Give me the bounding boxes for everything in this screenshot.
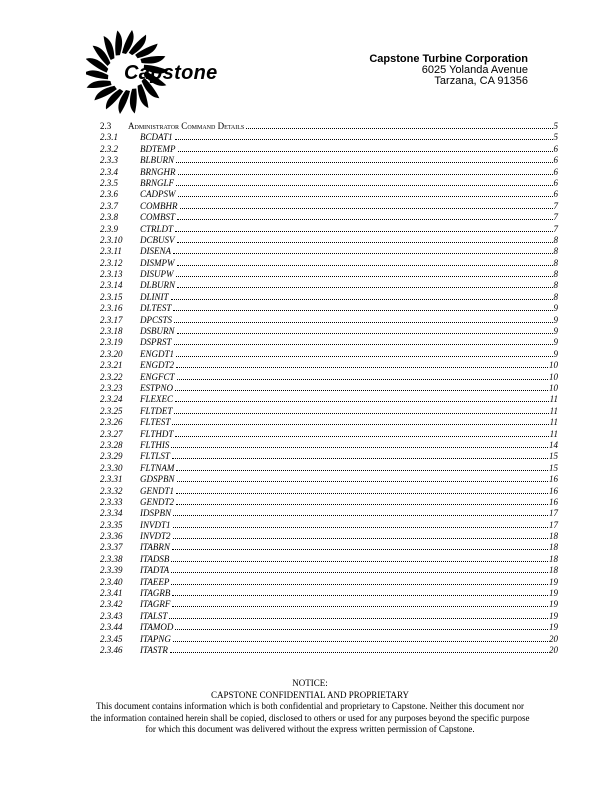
toc-entry-number: 2.3.28 bbox=[100, 439, 123, 450]
toc-entry-page: 20 bbox=[549, 644, 558, 655]
toc-leader bbox=[171, 447, 548, 448]
toc-entry-number: 2.3.12 bbox=[100, 257, 123, 268]
toc-entry-row[interactable] bbox=[88, 645, 558, 656]
toc-leader bbox=[175, 390, 548, 391]
toc-leader bbox=[176, 356, 552, 357]
toc-entry-page: 19 bbox=[549, 588, 558, 599]
toc-entry-number: 2.3.21 bbox=[100, 360, 123, 371]
toc-entry-row[interactable] bbox=[88, 372, 558, 383]
toc-entry-page: 19 bbox=[549, 622, 558, 633]
toc-entry-page: 9 bbox=[553, 348, 558, 359]
toc-entry-row[interactable] bbox=[88, 212, 558, 223]
toc-section-number: 2.3 bbox=[100, 121, 112, 131]
toc-entry-row[interactable] bbox=[88, 508, 558, 519]
toc-entry-page: 18 bbox=[549, 542, 558, 553]
toc-entry-row[interactable] bbox=[88, 474, 558, 485]
toc-entry-page: 11 bbox=[549, 428, 558, 439]
toc-entry-page: 7 bbox=[553, 223, 558, 234]
toc-leader bbox=[173, 515, 548, 516]
toc-entry-row[interactable] bbox=[88, 155, 558, 166]
toc-entry-row[interactable] bbox=[88, 486, 558, 497]
toc-entry-page: 10 bbox=[549, 371, 558, 382]
toc-entry-number: 2.3.9 bbox=[100, 223, 118, 234]
toc-entry-row[interactable] bbox=[88, 280, 558, 291]
toc-entry-number: 2.3.4 bbox=[100, 166, 118, 177]
toc-entry-page: 9 bbox=[553, 326, 558, 337]
toc-entry-number: 2.3.33 bbox=[100, 496, 123, 507]
toc-entry-title: ITADSB bbox=[140, 553, 170, 564]
toc-leader bbox=[175, 231, 552, 232]
toc-entry-row[interactable] bbox=[88, 383, 558, 394]
toc-entry-number: 2.3.26 bbox=[100, 417, 123, 428]
toc-entry-row[interactable] bbox=[88, 531, 558, 542]
toc-entry-row[interactable] bbox=[88, 554, 558, 565]
toc-entry-number: 2.3.22 bbox=[100, 371, 123, 382]
toc-entry-row[interactable] bbox=[88, 417, 558, 428]
toc-entry-row[interactable] bbox=[88, 258, 558, 269]
toc-leader bbox=[173, 527, 548, 528]
toc-entry-number: 2.3.3 bbox=[100, 155, 118, 166]
toc-entry-title: ITABRN bbox=[140, 542, 170, 553]
toc-entry-number: 2.3.35 bbox=[100, 519, 123, 530]
toc-leader bbox=[174, 413, 548, 414]
toc-leader bbox=[178, 174, 553, 175]
toc-entry-title: FLEXEC bbox=[140, 394, 173, 405]
toc-leader bbox=[176, 470, 548, 471]
toc-leader bbox=[172, 595, 548, 596]
toc-entry-number: 2.3.46 bbox=[100, 644, 123, 655]
toc-entry-number: 2.3.16 bbox=[100, 303, 123, 314]
toc-entry-page: 6 bbox=[553, 155, 558, 166]
notice-subheading: CAPSTONE CONFIDENTIAL AND PROPRIETARY bbox=[210, 689, 410, 700]
toc-entry-title: DSBURN bbox=[140, 326, 175, 337]
toc-entry-row[interactable] bbox=[88, 315, 558, 326]
toc-entry-number: 2.3.17 bbox=[100, 314, 123, 325]
toc-entry-page: 8 bbox=[553, 257, 558, 268]
toc-entry-row[interactable] bbox=[88, 497, 558, 508]
toc-entry-row[interactable] bbox=[88, 440, 558, 451]
table-of-contents bbox=[88, 121, 558, 656]
toc-entry-title: ENGDT1 bbox=[140, 348, 175, 359]
toc-entry-page: 17 bbox=[549, 519, 558, 530]
toc-entry-page: 8 bbox=[553, 234, 558, 245]
toc-leader bbox=[177, 242, 553, 243]
toc-entry-number: 2.3.23 bbox=[100, 382, 123, 393]
toc-entry-page: 5 bbox=[553, 132, 558, 143]
toc-entry-title: DLBURN bbox=[140, 280, 176, 291]
toc-entry-page: 20 bbox=[549, 633, 558, 644]
toc-entry-title: ITAGRB bbox=[140, 588, 171, 599]
toc-entry-page: 9 bbox=[553, 314, 558, 325]
toc-section-page: 5 bbox=[553, 121, 558, 131]
toc-entry-number: 2.3.43 bbox=[100, 610, 123, 621]
toc-entry-title: FLTDET bbox=[140, 405, 173, 416]
toc-entry-row[interactable] bbox=[88, 463, 558, 474]
toc-entry-page: 8 bbox=[553, 269, 558, 280]
toc-entry-page: 10 bbox=[549, 360, 558, 371]
toc-entry-title: COMBHR bbox=[140, 200, 178, 211]
toc-entry-number: 2.3.39 bbox=[100, 565, 123, 576]
toc-entry-number: 2.3.42 bbox=[100, 599, 123, 610]
address-line-1: 6025 Yolanda Avenue bbox=[421, 64, 528, 76]
address-line-2: Tarzana, CA 91356 bbox=[434, 75, 528, 87]
toc-entry-page: 16 bbox=[549, 474, 558, 485]
toc-entry-number: 2.3.29 bbox=[100, 451, 123, 462]
toc-leader bbox=[178, 196, 553, 197]
toc-entry-number: 2.3.34 bbox=[100, 508, 123, 519]
toc-leader bbox=[176, 162, 552, 163]
toc-leader bbox=[176, 367, 548, 368]
toc-entries bbox=[88, 132, 558, 656]
toc-entry-number: 2.3.13 bbox=[100, 269, 123, 280]
logo-text: Capstone bbox=[124, 62, 218, 84]
toc-entry-page: 8 bbox=[553, 280, 558, 291]
toc-entry-page: 11 bbox=[549, 394, 558, 405]
toc-entry-title: FLTLST bbox=[140, 451, 170, 462]
toc-entry-row[interactable] bbox=[88, 235, 558, 246]
toc-entry-number: 2.3.11 bbox=[100, 246, 122, 257]
toc-entry-number: 2.3.38 bbox=[100, 553, 123, 564]
toc-entry-row[interactable] bbox=[88, 394, 558, 405]
toc-entry-number: 2.3.14 bbox=[100, 280, 123, 291]
toc-entry-page: 16 bbox=[549, 496, 558, 507]
toc-entry-title: BRNGHR bbox=[140, 166, 176, 177]
toc-entry-number: 2.3.1 bbox=[100, 132, 118, 143]
toc-entry-title: BLBURN bbox=[140, 155, 175, 166]
toc-entry-page: 15 bbox=[549, 451, 558, 462]
toc-leader bbox=[180, 208, 553, 209]
toc-entry-title: DISENA bbox=[140, 246, 171, 257]
toc-leader bbox=[173, 641, 548, 642]
confidentiality-notice bbox=[90, 678, 530, 736]
toc-entry-title: GENDT2 bbox=[140, 496, 175, 507]
toc-entry-number: 2.3.40 bbox=[100, 576, 123, 587]
toc-leader bbox=[174, 344, 553, 345]
toc-entry-row[interactable] bbox=[88, 406, 558, 417]
toc-entry-page: 14 bbox=[549, 439, 558, 450]
toc-entry-title: ITAEEP bbox=[140, 576, 170, 587]
toc-entry-title: FLTHDT bbox=[140, 428, 174, 439]
toc-entry-title: INVDT1 bbox=[140, 519, 171, 530]
toc-leader bbox=[175, 629, 548, 630]
toc-leader bbox=[172, 549, 548, 550]
toc-entry-title: BCDAT1 bbox=[140, 132, 173, 143]
toc-entry-title: DPCSTS bbox=[140, 314, 173, 325]
toc-entry-title: BRNGLF bbox=[140, 177, 175, 188]
toc-leader bbox=[176, 504, 548, 505]
toc-entry-number: 2.3.41 bbox=[100, 588, 123, 599]
toc-leader bbox=[170, 652, 548, 653]
toc-entry-title: CADPSW bbox=[140, 189, 176, 200]
toc-entry-number: 2.3.8 bbox=[100, 212, 118, 223]
toc-entry-page: 19 bbox=[549, 610, 558, 621]
toc-entry-row[interactable] bbox=[88, 349, 558, 360]
toc-entry-number: 2.3.31 bbox=[100, 474, 123, 485]
toc-entry-row[interactable] bbox=[88, 451, 558, 462]
company-address-block bbox=[369, 54, 528, 87]
toc-leader bbox=[169, 618, 548, 619]
toc-entry-page: 11 bbox=[549, 417, 558, 428]
toc-entry-title: ENGFCT bbox=[140, 371, 175, 382]
company-logo bbox=[86, 28, 216, 118]
toc-entry-title: ITAPNG bbox=[140, 633, 171, 644]
toc-entry-title: ITADTA bbox=[140, 565, 170, 576]
toc-entry-title: DCBUSV bbox=[140, 234, 175, 245]
toc-entry-title: CTRLDT bbox=[140, 223, 174, 234]
toc-entry-title: ESTPNO bbox=[140, 382, 174, 393]
toc-entry-number: 2.3.18 bbox=[100, 326, 123, 337]
toc-entry-number: 2.3.36 bbox=[100, 531, 123, 542]
toc-leader bbox=[177, 219, 552, 220]
toc-entry-number: 2.3.10 bbox=[100, 234, 123, 245]
toc-entry-row[interactable] bbox=[88, 588, 558, 599]
toc-entry-page: 8 bbox=[553, 291, 558, 302]
toc-entry-row[interactable] bbox=[88, 224, 558, 235]
toc-entry-number: 2.3.32 bbox=[100, 485, 123, 496]
toc-entry-page: 9 bbox=[553, 303, 558, 314]
toc-entry-page: 8 bbox=[553, 246, 558, 257]
toc-leader bbox=[175, 436, 548, 437]
toc-entry-title: IDSPBN bbox=[140, 508, 171, 519]
toc-leader bbox=[175, 139, 553, 140]
toc-entry-title: FLTEST bbox=[140, 417, 171, 428]
toc-entry-number: 2.3.20 bbox=[100, 348, 123, 359]
toc-leader bbox=[176, 185, 552, 186]
toc-entry-row[interactable] bbox=[88, 201, 558, 212]
toc-entry-page: 18 bbox=[549, 565, 558, 576]
toc-leader bbox=[178, 151, 553, 152]
toc-entry-title: INVDT2 bbox=[140, 531, 171, 542]
toc-entry-row[interactable] bbox=[88, 144, 558, 155]
toc-leader bbox=[177, 333, 553, 334]
toc-leader bbox=[173, 310, 552, 311]
toc-leader bbox=[171, 299, 553, 300]
toc-entry-number: 2.3.5 bbox=[100, 177, 118, 188]
toc-entry-number: 2.3.2 bbox=[100, 143, 118, 154]
toc-entry-row[interactable] bbox=[88, 565, 558, 576]
toc-entry-page: 6 bbox=[553, 189, 558, 200]
toc-leader bbox=[171, 584, 548, 585]
toc-entry-page: 19 bbox=[549, 576, 558, 587]
toc-leader bbox=[176, 276, 553, 277]
toc-entry-page: 9 bbox=[553, 337, 558, 348]
toc-leader bbox=[173, 538, 548, 539]
toc-entry-number: 2.3.44 bbox=[100, 622, 123, 633]
notice-body: This document contains information which is both confidential and proprietary to Capstone. Neither this document nor the information contained herein shall be copied, disclosed to others or used for any purposes beyond the specific purpose for which this document was delivered without the express written permission of Capstone. bbox=[90, 701, 530, 734]
toc-entry-title: ITAGRF bbox=[140, 599, 171, 610]
toc-entry-page: 18 bbox=[549, 531, 558, 542]
toc-entry-page: 17 bbox=[549, 508, 558, 519]
toc-entry-title: FLTHIS bbox=[140, 439, 170, 450]
toc-entry-page: 6 bbox=[553, 143, 558, 154]
toc-entry-number: 2.3.27 bbox=[100, 428, 123, 439]
toc-entry-title: COMBST bbox=[140, 212, 176, 223]
toc-leader bbox=[177, 287, 552, 288]
toc-entry-row[interactable] bbox=[88, 622, 558, 633]
toc-entry-title: DISMPW bbox=[140, 257, 175, 268]
toc-leader bbox=[172, 424, 548, 425]
toc-entry-row[interactable] bbox=[88, 599, 558, 610]
toc-leader bbox=[175, 401, 549, 402]
toc-entry-title: FLTNAM bbox=[140, 462, 175, 473]
toc-entry-page: 7 bbox=[553, 212, 558, 223]
toc-entry-row[interactable] bbox=[88, 178, 558, 189]
toc-entry-number: 2.3.7 bbox=[100, 200, 118, 211]
toc-entry-page: 6 bbox=[553, 177, 558, 188]
toc-entry-row[interactable] bbox=[88, 246, 558, 257]
toc-entry-number: 2.3.19 bbox=[100, 337, 123, 348]
toc-entry-row[interactable] bbox=[88, 429, 558, 440]
toc-entry-title: DLINIT bbox=[140, 291, 169, 302]
toc-leader bbox=[171, 572, 548, 573]
toc-leader bbox=[172, 606, 548, 607]
toc-leader bbox=[177, 481, 549, 482]
toc-entry-title: ITAMOD bbox=[140, 622, 174, 633]
toc-entry-title: ITASTR bbox=[140, 644, 168, 655]
toc-entry-row[interactable] bbox=[88, 132, 558, 143]
toc-entry-page: 10 bbox=[549, 382, 558, 393]
toc-entry-row[interactable] bbox=[88, 337, 558, 348]
toc-entry-page: 19 bbox=[549, 599, 558, 610]
toc-entry-page: 11 bbox=[549, 405, 558, 416]
notice-heading: NOTICE: bbox=[292, 678, 328, 688]
toc-leader bbox=[177, 265, 553, 266]
toc-leader bbox=[177, 379, 548, 380]
toc-entry-page: 6 bbox=[553, 166, 558, 177]
toc-entry-title: ITALST bbox=[140, 610, 168, 621]
toc-entry-title: DLTEST bbox=[140, 303, 172, 314]
toc-entry-title: BDTEMP bbox=[140, 143, 176, 154]
toc-entry-row[interactable] bbox=[88, 611, 558, 622]
toc-section-title: Administrator Command Details bbox=[128, 121, 245, 131]
toc-entry-row[interactable] bbox=[88, 634, 558, 645]
toc-leader bbox=[172, 458, 548, 459]
company-name: Capstone Turbine Corporation bbox=[369, 53, 528, 65]
toc-leader bbox=[246, 128, 552, 129]
toc-entry-row[interactable] bbox=[88, 292, 558, 303]
toc-entry-page: 7 bbox=[553, 200, 558, 211]
toc-entry-title: DISUPW bbox=[140, 269, 174, 280]
toc-entry-number: 2.3.6 bbox=[100, 189, 118, 200]
toc-entry-page: 16 bbox=[549, 485, 558, 496]
toc-entry-row[interactable] bbox=[88, 189, 558, 200]
toc-entry-row[interactable] bbox=[88, 542, 558, 553]
toc-entry-row[interactable] bbox=[88, 326, 558, 337]
toc-entry-number: 2.3.24 bbox=[100, 394, 123, 405]
toc-entry-number: 2.3.45 bbox=[100, 633, 123, 644]
toc-entry-title: DSPRST bbox=[140, 337, 172, 348]
toc-entry-row[interactable] bbox=[88, 520, 558, 531]
toc-entry-page: 18 bbox=[549, 553, 558, 564]
toc-leader bbox=[174, 322, 552, 323]
toc-entry-title: GDSPBN bbox=[140, 474, 175, 485]
toc-leader bbox=[173, 253, 553, 254]
toc-entry-row[interactable] bbox=[88, 303, 558, 314]
toc-entry-number: 2.3.25 bbox=[100, 405, 123, 416]
toc-entry-number: 2.3.37 bbox=[100, 542, 123, 553]
toc-entry-number: 2.3.30 bbox=[100, 462, 123, 473]
toc-leader bbox=[171, 561, 548, 562]
toc-entry-row[interactable] bbox=[88, 269, 558, 280]
toc-entry-number: 2.3.15 bbox=[100, 291, 123, 302]
toc-entry-title: ENGDT2 bbox=[140, 360, 175, 371]
toc-entry-row[interactable] bbox=[88, 360, 558, 371]
toc-entry-page: 15 bbox=[549, 462, 558, 473]
toc-leader bbox=[176, 493, 548, 494]
toc-entry-row[interactable] bbox=[88, 577, 558, 588]
toc-entry-row[interactable] bbox=[88, 167, 558, 178]
toc-entry-title: GENDT1 bbox=[140, 485, 175, 496]
toc-section-row[interactable] bbox=[88, 121, 558, 132]
